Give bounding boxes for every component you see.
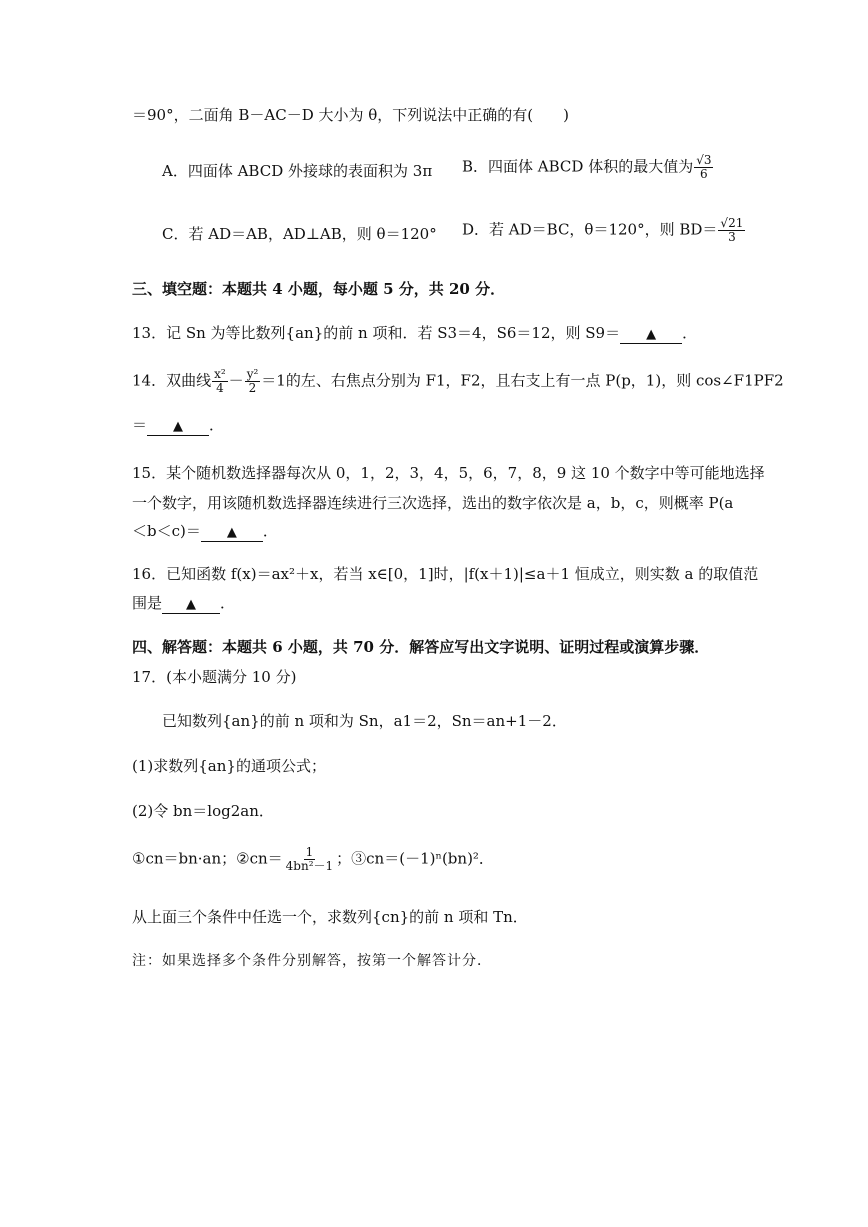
option-d-denominator: 3 — [728, 230, 736, 244]
question-14-text-cont: ＝1的左、右焦点分别为 F1，F2，且右支上有一点 P(p，1)，则 cos∠F1PF2 — [261, 371, 784, 390]
question-13-text: 13．记 Sn 为等比数列{an}的前 n 项和．若 S3＝4，S6＝12，则 S9＝ — [132, 324, 621, 342]
question-15-line2: 一个数字，用该随机数选择器连续进行三次选择，选出的数字依次是 a，b，c，则概率 P(a — [132, 494, 734, 512]
option-d-fraction — [718, 217, 745, 244]
question-17-task: 从上面三个条件中任选一个，求数列{cn}的前 n 项和 Tn． — [132, 908, 528, 926]
option-d — [462, 217, 746, 244]
question-17-given: 已知数列{an}的前 n 项和为 Sn，a1＝2，Sn＝an+1－2． — [162, 712, 567, 730]
minus-sign: － — [228, 371, 244, 390]
condition-1: ①cn＝bn·an；②cn＝ — [132, 849, 283, 868]
period: ． — [209, 416, 225, 434]
answer-blank: ▲ — [162, 596, 220, 614]
section-4-title: 四、解答题：本题共 6 小题，共 70 分．解答应写出文字说明、证明过程或演算步骤． — [132, 638, 710, 656]
question-15-text: ＜b＜c)＝ — [132, 522, 201, 540]
option-a: A．四面体 ABCD 外接球的表面积为 3π — [162, 162, 433, 180]
answer-blank: ▲ — [201, 524, 263, 542]
x-fraction — [212, 368, 228, 395]
question-16-line2 — [132, 592, 235, 614]
question-17-part2: (2)令 bn＝log2an． — [132, 802, 274, 820]
x-fraction-numerator: x² — [214, 367, 226, 381]
answer-blank: ▲ — [147, 418, 209, 436]
option-d-numerator: √21 — [720, 216, 744, 230]
question-14-line2 — [132, 414, 224, 436]
conditions — [132, 846, 494, 873]
section-3-title: 三、填空题：本题共 4 小题，每小题 5 分，共 20 分． — [132, 280, 506, 298]
condition-2-numerator: 1 — [305, 845, 314, 859]
answer-blank: ▲ — [620, 326, 682, 344]
question-16-line1: 16．已知函数 f(x)＝ax²＋x，若当 x∈[0，1]时，|f(x＋1)|≤a＋1 恒成立，则实数 a 的取值范 — [132, 565, 759, 583]
condition-2-denominator: 4bn²－1 — [285, 859, 334, 873]
y-fraction — [245, 368, 261, 395]
period: ． — [262, 522, 278, 540]
option-b-text: B．四面体 ABCD 体积的最大值为 — [462, 157, 694, 176]
question-17-header: 17．(本小题满分 10 分) — [132, 668, 297, 686]
question-17-note: 注：如果选择多个条件分别解答，按第一个解答计分． — [132, 953, 492, 969]
question-15-line1: 15．某个随机数选择器每次从 0，1，2，3，4，5，6，7，8，9 这 10 个数字中等可能地选择 — [132, 464, 765, 482]
question-14-text: 14．双曲线 — [132, 371, 212, 390]
question-13 — [132, 322, 697, 344]
condition-3: ；③cn＝(－1)ⁿ(bn)²． — [336, 849, 494, 868]
q12-tail: ＝90°，二面角 B－AC－D 大小为 θ，下列说法中正确的有( ) — [132, 106, 569, 124]
option-b-denominator: 6 — [700, 167, 708, 181]
condition-2-fraction — [284, 846, 336, 873]
period: ． — [682, 324, 698, 342]
x-fraction-denominator: 4 — [216, 381, 224, 395]
question-14 — [132, 368, 784, 395]
question-15-line3 — [132, 520, 278, 542]
equals-sign: ＝ — [132, 416, 148, 434]
option-d-text: D．若 AD＝BC，θ＝120°，则 BD＝ — [462, 220, 718, 239]
option-b — [462, 154, 714, 181]
period: ． — [220, 594, 236, 612]
option-b-fraction — [694, 154, 713, 181]
y-fraction-numerator: y² — [246, 367, 259, 381]
question-17-part1: (1)求数列{an}的通项公式； — [132, 757, 326, 775]
question-16-text: 围是 — [132, 594, 163, 612]
y-fraction-denominator: 2 — [248, 381, 257, 395]
option-c: C．若 AD＝AB，AD⊥AB，则 θ＝120° — [162, 225, 437, 243]
option-b-numerator: √3 — [696, 153, 712, 167]
